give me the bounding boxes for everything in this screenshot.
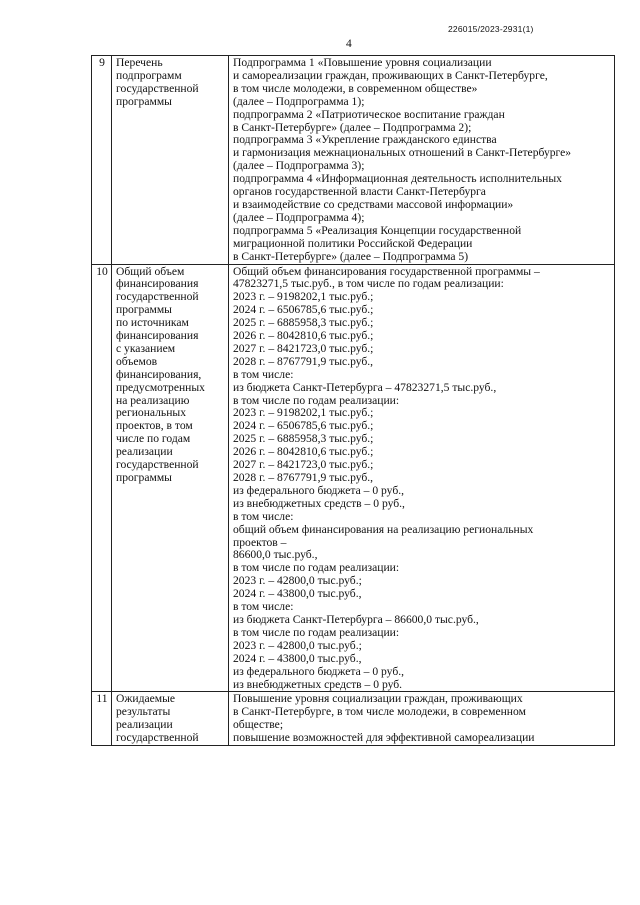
label-line: Общий объем xyxy=(116,264,185,278)
content-line: 47823271,5 тыс.руб., в том числе по годам реализации: xyxy=(233,277,504,291)
label-line: предусмотренных xyxy=(116,380,205,394)
content-line: проектов – xyxy=(233,535,287,549)
label-line: программы xyxy=(116,303,172,317)
label-line: финансирования xyxy=(116,277,199,291)
content-line: органов государственной власти Санкт-Петербурга xyxy=(233,185,486,199)
table-row xyxy=(92,56,615,265)
label-line: государственной xyxy=(116,731,199,745)
row-content xyxy=(229,264,615,692)
content-line: из федерального бюджета – 0 руб., xyxy=(233,664,405,678)
label-line: финансирования, xyxy=(116,367,202,381)
content-line: 2024 г. – 6506785,6 тыс.руб.; xyxy=(233,303,374,317)
row-label xyxy=(112,692,229,746)
content-line: 2023 г. – 42800,0 тыс.руб.; xyxy=(233,638,362,652)
content-line: и взаимодействие со средствами массовой информации» xyxy=(233,197,514,211)
content-line: 2023 г. – 9198202,1 тыс.руб.; xyxy=(233,290,374,304)
label-line: Ожидаемые xyxy=(116,692,176,706)
content-line: 2023 г. – 42800,0 тыс.руб.; xyxy=(233,574,362,588)
content-line: миграционной политики Российской Федерации xyxy=(233,236,473,250)
content-line: 2027 г. – 8421723,0 тыс.руб.; xyxy=(233,458,374,472)
document-id: 226015/2023-2931(1) xyxy=(448,24,534,34)
row-number: 11 xyxy=(92,692,112,746)
label-line: по источникам xyxy=(116,316,189,330)
content-line: 2025 г. – 6885958,3 тыс.руб.; xyxy=(233,432,374,446)
passport-table xyxy=(91,55,615,746)
content-line: в Санкт-Петербурге» (далее – Подпрограмма 5) xyxy=(233,249,469,263)
content-line: 2024 г. – 43800,0 тыс.руб., xyxy=(233,651,362,665)
content-line: 2028 г. – 8767791,9 тыс.руб., xyxy=(233,471,374,484)
content-line: и самореализации граждан, проживающих в Санкт-Петербурге, xyxy=(233,68,548,82)
label-line: реализации xyxy=(116,718,173,732)
content-line: в том числе молодежи, в современном обществе» xyxy=(233,81,478,95)
label-line: с указанием xyxy=(116,341,176,355)
content-line: (далее – Подпрограмма 4); xyxy=(233,210,365,224)
content-line: в том числе по годам реализации: xyxy=(233,393,400,407)
content-line: из внебюджетных средств – 0 руб., xyxy=(233,496,405,510)
table-row xyxy=(92,264,615,692)
row-number: 9 xyxy=(92,56,112,265)
row-content xyxy=(229,692,615,746)
label-line: реализации xyxy=(116,445,173,459)
label-line: числе по годам xyxy=(116,432,191,446)
label-line: финансирования xyxy=(116,329,199,343)
label-line: на реализацию xyxy=(116,393,190,407)
content-line: Повышение уровня социализации граждан, проживающих xyxy=(233,692,523,706)
content-line: 2023 г. – 9198202,1 тыс.руб.; xyxy=(233,406,374,420)
content-line: в том числе: xyxy=(233,600,294,614)
label-line: государственной xyxy=(116,290,199,304)
content-line: 86600,0 тыс.руб., xyxy=(233,548,318,562)
passport-table-body xyxy=(92,56,615,746)
content-line: в Санкт-Петербурге, в том числе молодежи, в современном xyxy=(233,705,526,719)
content-line: 2028 г. – 8767791,9 тыс.руб., xyxy=(233,354,374,368)
label-line: региональных xyxy=(116,406,187,420)
row-label xyxy=(112,264,229,692)
label-line: государственной xyxy=(116,81,199,95)
label-line: подпрограмм xyxy=(116,68,182,82)
content-line: 2025 г. – 6885958,3 тыс.руб.; xyxy=(233,316,374,330)
content-line: из бюджета Санкт-Петербурга – 47823271,5 тыс.руб., xyxy=(233,380,497,394)
label-line: проектов, в том xyxy=(116,419,193,433)
content-line: из внебюджетных средств – 0 руб. xyxy=(233,677,403,691)
content-line: обществе; xyxy=(233,718,284,732)
content-line: и гармонизация межнациональных отношений в Санкт-Петербурге» xyxy=(233,146,572,160)
table-row xyxy=(92,692,615,746)
content-line: из федерального бюджета – 0 руб., xyxy=(233,483,405,497)
content-line: 2024 г. – 43800,0 тыс.руб., xyxy=(233,587,362,601)
content-line: (далее – Подпрограмма 3); xyxy=(233,159,365,173)
content-line: 2027 г. – 8421723,0 тыс.руб.; xyxy=(233,341,374,355)
row-number: 10 xyxy=(92,264,112,692)
label-line: Перечень xyxy=(116,56,163,69)
content-line: 2026 г. – 8042810,6 тыс.руб.; xyxy=(233,445,374,459)
content-line: Общий объем финансирования государственной программы – xyxy=(233,264,540,278)
content-line: в том числе: xyxy=(233,367,294,381)
content-line: повышение возможностей для эффективной самореализации xyxy=(233,731,535,745)
content-line: подпрограмма 3 «Укрепление гражданского единства xyxy=(233,133,497,147)
label-line: объемов xyxy=(116,354,158,368)
content-line: Подпрограмма 1 «Повышение уровня социализации xyxy=(233,56,492,69)
label-line: государственной xyxy=(116,458,199,472)
content-line: общий объем финансирования на реализацию региональных xyxy=(233,522,534,536)
label-line: программы xyxy=(116,471,172,484)
content-line: из бюджета Санкт-Петербурга – 86600,0 тыс.руб., xyxy=(233,612,479,626)
content-line: подпрограмма 4 «Информационная деятельность исполнительных xyxy=(233,172,562,186)
label-line: программы xyxy=(116,94,172,108)
row-label xyxy=(112,56,229,265)
content-line: в том числе: xyxy=(233,509,294,523)
content-line: в Санкт-Петербурге» (далее – Подпрограмма 2); xyxy=(233,120,472,134)
content-line: 2026 г. – 8042810,6 тыс.руб.; xyxy=(233,329,374,343)
content-line: в том числе по годам реализации: xyxy=(233,625,400,639)
content-line: в том числе по годам реализации: xyxy=(233,561,400,575)
content-line: (далее – Подпрограмма 1); xyxy=(233,94,365,108)
content-line: подпрограмма 2 «Патриотическое воспитание граждан xyxy=(233,107,505,121)
page-number: 4 xyxy=(346,38,352,50)
row-content xyxy=(229,56,615,265)
content-line: подпрограмма 5 «Реализация Концепции государственной xyxy=(233,223,522,237)
content-line: 2024 г. – 6506785,6 тыс.руб.; xyxy=(233,419,374,433)
label-line: результаты xyxy=(116,705,171,719)
